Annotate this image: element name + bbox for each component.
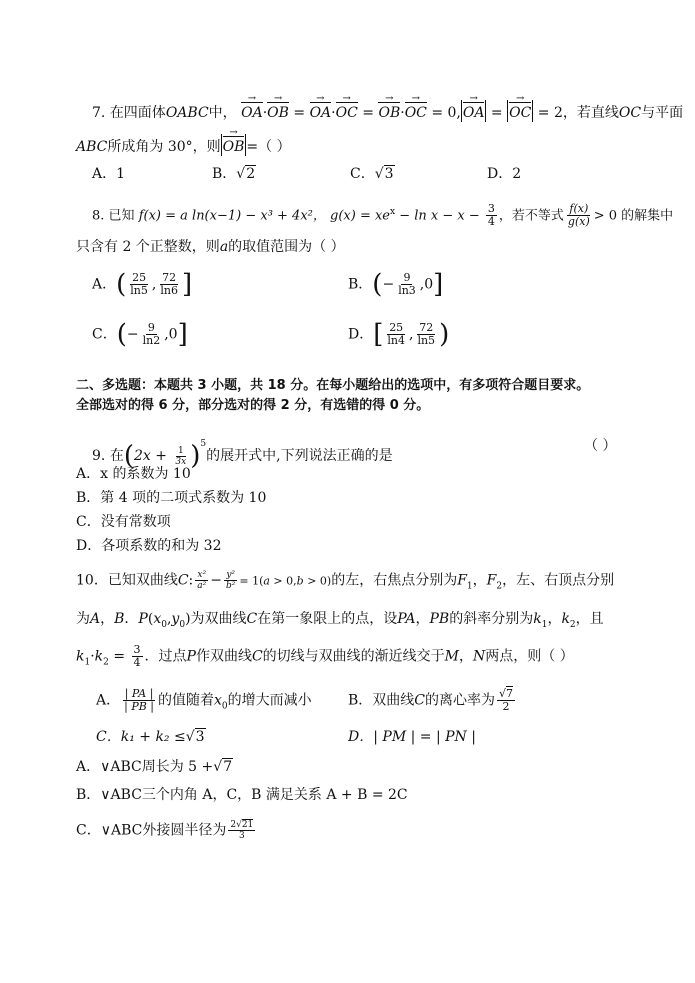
q9-option-b: B．第 4 项的二项式系数为 10	[76, 490, 267, 506]
q8-line2: 只含有 2 个正整数，则a的取值范围为（ ）	[76, 239, 345, 255]
q7-option-d: D．2	[487, 166, 522, 182]
q9-option-d: D．各项系数的和为 32	[76, 538, 222, 554]
q8-option-b: B．(− $\frac{9}{\ln 3}$ ,0]	[348, 269, 444, 300]
q7-line1: 7. 在四面体OABC中， OA →·OB → = OA →·OC → = OB →·OC → = 0, OA → = OC → = 2，若直线OC与平面	[92, 100, 683, 122]
q8-option-a: A．( $\frac{25}{\ln 5}$ , $\frac{72}{\ln 6}$ ]	[92, 269, 193, 300]
q9-option-c: C．没有常数项	[76, 514, 171, 530]
q9-stem: 9. 在(2x + $\frac{1}{3x}$ )$^5$的展开式中,下列说法正确的是	[92, 439, 393, 471]
q10-line3: $k_1\cdot k_2$ = $\frac{3}{4}$ ．过点P作双曲线C的切线与双曲线的渐近线交于M，N两点，则（ ）	[76, 643, 574, 669]
section2-heading-line1: 二、多选题：本题共 3 小题，共 18 分。在每小题给出的选项中，有多项符合题目要求。	[76, 378, 590, 393]
q9-option-a: A．x 的系数为 10	[76, 466, 191, 482]
q8-option-d: D．[ $\frac{25}{\ln 4}$ , $\frac{72}{\ln 5}$ )	[348, 319, 450, 350]
q8-option-c: C．(− $\frac{9}{\ln 2}$ ,0]	[92, 319, 188, 350]
q7-option-a: A．1	[92, 166, 126, 182]
extra-option-b: B．∨ABC三个内角 A，C，B 满足关系 A + B = 2C	[76, 787, 408, 803]
q10-option-d: D．| PM | = | PN |	[348, 729, 476, 745]
q9-answer-paren: （ ）	[584, 438, 617, 454]
q7-number: 7.	[92, 105, 106, 121]
q7-option-b: B．√2	[212, 166, 256, 182]
q10-option-b: B．双曲线C的离心率为 $\frac{√7}{2}$	[348, 687, 514, 713]
section2-heading-line2: 全部选对的得 6 分，部分选对的得 2 分，有选错的得 0 分。	[76, 398, 430, 413]
q10-option-a: A． $\frac{| PA |}{| PB |}$ 的值随着$x_0$的增大而减小	[96, 687, 312, 713]
q10-option-c: C．k₁ + k₂ ≤√3	[96, 729, 205, 745]
q10-line1: 10．已知双曲线C: $\frac{\text{x²}}{\text{a²}}$ − $\frac{\text{y²}}{\text{b²}}$ = 1(a > 0,b > 0)的左，右焦点分别为$F_1$，$F_2$，左、右顶点分别	[76, 570, 615, 592]
q10-line2: 为A，B．$P(x_0,y_0)$为双曲线C在第一象限上的点，设PA，PB的斜率分别为$k_1$，$k_2$，且	[76, 611, 604, 630]
extra-option-a: A．∨ABC周长为 5 +√7	[76, 759, 233, 775]
q7-option-c: C．√3	[350, 166, 394, 182]
q7-line2: ABC所成角为 30°，则 OB → =（ ）	[76, 134, 291, 156]
extra-option-c: C．∨ABC外接圆半径为 $\frac{2√21}{3}$	[76, 820, 254, 841]
q8-line1: 8. 已知 f(x) = a ln(x−1) − x³ + 4x²， $g(x) = xe^x - \ln x - x$ − $\frac{3}{4}$ ，若不等式 $\frac{f(x)}{g(x)}$ > 0 的解集中	[92, 202, 674, 229]
